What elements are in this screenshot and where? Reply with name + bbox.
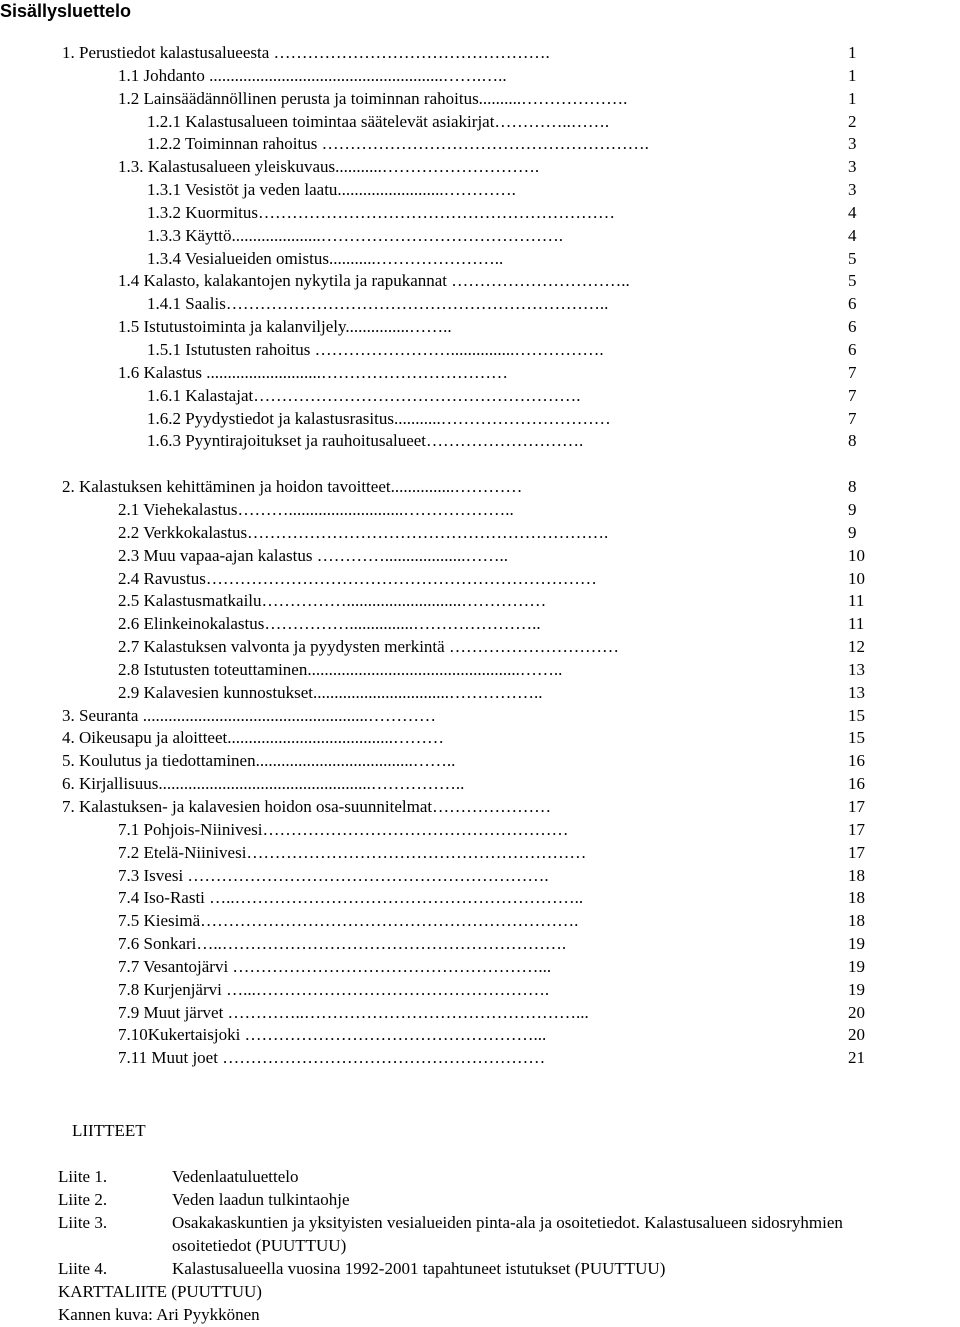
toc-entry-page: 3 (848, 157, 857, 177)
toc-entry-page: 16 (848, 751, 865, 771)
toc-entry-page: 18 (848, 911, 865, 931)
toc-entry-text: 1.6.3 Pyyntirajoitukset ja rauhoitusalueet………………………. (147, 431, 584, 451)
toc-entry-text: 6. Kirjallisuus..................................................…………….. (62, 774, 465, 794)
toc-entry-page: 1 (848, 43, 857, 62)
toc-entry-text: 7.1 Pohjois-Niinivesi……………………………………………… (118, 819, 569, 839)
toc-entry-text: 7. Kalastuksen- ja kalavesien hoidon osa-suunnitelmat………………… (62, 797, 552, 816)
toc-entry-page: 21 (848, 1048, 865, 1068)
toc-entry-text: 1.4.1 Saalis………………………………………………………….. (147, 294, 609, 314)
toc-entry[interactable] (0, 65, 960, 88)
toc-entry-text: 1.3.1 Vesistöt ja veden laatu.........................…………. (147, 180, 516, 200)
toc-entry-page: 3 (848, 134, 857, 154)
appendix-label-3: Liite 3. (58, 1213, 108, 1232)
toc-entry-text: 1.2.1 Kalastusalueen toimintaa säätelevät asiakirjat…………..……. (147, 111, 610, 131)
toc-entry-text: 7.3 Isvesi ………………………………………………………. (118, 865, 549, 885)
toc-entry-text: 1.1 Johdanto .......................................................…….….. (118, 65, 507, 85)
toc-entry[interactable] (0, 659, 960, 682)
toc-entry-text: 4. Oikeusapu ja aloitteet.......................................……… (62, 728, 444, 748)
toc-entry[interactable] (0, 499, 960, 522)
toc-entry[interactable] (0, 887, 960, 910)
toc-entry[interactable] (0, 568, 960, 591)
toc-entry-text: 1.3.3 Käyttö.....................……………………………………. (147, 225, 564, 245)
toc-entry-page: 15 (848, 705, 865, 725)
appendix-text-3: Osakakaskuntien ja yksityisten vesialueiden pinta-ala ja osoitetiedot. Kalastusalueen sidosryhmien (172, 1213, 843, 1232)
toc-entry-page: 19 (848, 934, 865, 954)
toc-entry-page: 7 (848, 362, 857, 382)
toc-entry-page: 19 (848, 956, 865, 976)
toc-entry-text: 1.6 Kalastus ...........................…………………………… (118, 362, 509, 382)
toc-entry-text: 1.3.2 Kuormitus……………………………………………………… (147, 202, 615, 222)
toc-entry[interactable] (0, 750, 960, 773)
toc-entry[interactable] (0, 705, 960, 728)
toc-entry-page: 5 (848, 271, 857, 291)
toc-entry-page: 4 (848, 225, 857, 245)
toc-entry[interactable] (0, 156, 960, 179)
appendix-text-3-cont: osoitetiedot (PUUTTUU) (172, 1236, 347, 1255)
toc-entry-text: 2.3 Muu vapaa-ajan kalastus …………...................…….. (118, 545, 508, 565)
toc-entry-page: 11 (848, 614, 865, 634)
map-appendix: KARTTALIITE (PUUTTUU) (58, 1282, 262, 1301)
toc-entry-page: 17 (848, 819, 865, 839)
toc-entry-text: 1.2 Lainsäädännöllinen perusta ja toiminnan rahoitus..........………………. (118, 88, 628, 108)
toc-entry-page: 10 (848, 568, 865, 588)
toc-entry-page: 12 (848, 637, 865, 657)
toc-entry[interactable] (0, 590, 960, 613)
toc-entry-text: 1.6.2 Pyydystiedot ja kalastusrasitus...........………………………… (147, 408, 611, 428)
toc-entry-page: 8 (848, 431, 857, 451)
toc-entry[interactable] (0, 865, 960, 888)
appendix-label-4: Liite 4. (58, 1259, 108, 1278)
toc-entry[interactable] (0, 202, 960, 225)
toc-entry-text: 2.2 Verkkokalastus………………………………………………………. (118, 522, 609, 542)
toc-entry[interactable] (0, 727, 960, 750)
toc-entry-text: 7.10Kukertaisjoki ……………………………………………... (118, 1025, 547, 1045)
toc-entry[interactable] (0, 979, 960, 1002)
toc-entry-text: 1.6.1 Kalastajat…………………………………………………. (147, 385, 581, 405)
toc-entry-text: 2.8 Istutusten toteuttaminen..................................................…….. (118, 659, 563, 679)
appendix-text-4: Kalastusalueella vuosina 1992-2001 tapahtuneet istutukset (PUUTTUU) (172, 1259, 666, 1278)
toc-entry[interactable] (0, 42, 960, 65)
toc-entry-text: 2.9 Kalavesien kunnostukset................................…………….. (118, 682, 543, 702)
toc-entry-text: 7.5 Kiesimä…………………………………………………………. (118, 911, 579, 931)
toc-entry-text: 2.4 Ravustus…………………………………………………………… (118, 568, 597, 588)
toc-entry[interactable] (0, 270, 960, 293)
toc-entry-page: 9 (848, 500, 857, 520)
appendix-text-2: Veden laadun tulkintaohje (172, 1190, 350, 1209)
toc-entry[interactable] (0, 522, 960, 545)
toc-entry[interactable] (0, 842, 960, 865)
toc-entry-page: 17 (848, 842, 865, 862)
toc-entry[interactable] (0, 88, 960, 111)
page-title: Sisällysluettelo (0, 1, 132, 21)
toc-entry[interactable] (0, 636, 960, 659)
toc-entry[interactable] (0, 682, 960, 705)
toc-entry-text: 2.1 Viehekalastus………...........................……………….. (118, 500, 514, 520)
toc-entry-text: 2.5 Kalastusmatkailu……………...........................…………… (118, 591, 547, 611)
toc-entry[interactable] (0, 1002, 960, 1025)
toc-entry-page: 15 (848, 728, 865, 748)
toc-entry-page: 7 (848, 408, 857, 428)
toc-entry-page: 1 (848, 65, 857, 85)
toc-entry[interactable] (0, 796, 960, 819)
table-of-contents (0, 42, 960, 1070)
toc-gap (0, 453, 960, 476)
toc-entry-page: 20 (848, 1002, 865, 1022)
toc-entry[interactable] (0, 408, 960, 431)
toc-entry-page: 7 (848, 385, 857, 405)
appendix-label-2: Liite 2. (58, 1190, 108, 1209)
toc-entry-text: 7.4 Iso-Rasti …..…………………………………………………….. (118, 888, 584, 908)
toc-entry-text: 7.11 Muut joet ………………………………………………… (118, 1048, 546, 1068)
toc-entry[interactable] (0, 385, 960, 408)
toc-entry[interactable] (0, 773, 960, 796)
toc-entry[interactable] (0, 819, 960, 842)
toc-entry-page: 11 (848, 591, 865, 611)
toc-entry-text: 2. Kalastuksen kehittäminen ja hoidon tavoitteet...............………… (62, 477, 523, 497)
toc-entry[interactable] (0, 956, 960, 979)
toc-entry-page: 2 (848, 111, 857, 131)
toc-entry-page: 6 (848, 294, 857, 314)
toc-entry[interactable] (0, 910, 960, 933)
toc-entry-page: 3 (848, 180, 857, 200)
toc-entry[interactable] (0, 225, 960, 248)
toc-entry-text: 1.3. Kalastusalueen yleiskuvaus...........………………………. (118, 157, 540, 177)
toc-entry[interactable] (0, 111, 960, 134)
toc-entry-text: 1.5.1 Istutusten rahoitus ……………………...............……………. (147, 339, 604, 359)
toc-entry-text: 7.7 Vesantojärvi ………………………………………………... (118, 956, 552, 976)
toc-entry[interactable] (0, 339, 960, 362)
appendix-text-1: Vedenlaatuluettelo (172, 1167, 299, 1186)
toc-entry-text: 1.4 Kalasto, kalakantojen nykytila ja rapukannat ………………………….. (118, 271, 630, 291)
toc-entry[interactable] (0, 933, 960, 956)
toc-entry-text: 1.3.4 Vesialueiden omistus...........………………….. (147, 248, 504, 268)
toc-entry[interactable] (0, 430, 960, 453)
toc-entry[interactable] (0, 1024, 960, 1047)
toc-entry-page: 18 (848, 888, 865, 908)
toc-entry-text: 7.8 Kurjenjärvi …...……………………………………………. (118, 979, 550, 999)
toc-entry[interactable] (0, 179, 960, 202)
toc-entry-page: 6 (848, 317, 857, 337)
toc-entry[interactable] (0, 248, 960, 271)
toc-entry[interactable] (0, 545, 960, 568)
toc-entry-text: 7.9 Muut järvet …………..…………………………………………... (118, 1002, 589, 1022)
toc-entry-page: 4 (848, 202, 857, 222)
toc-entry-page: 13 (848, 659, 865, 679)
toc-entry-text: 7.2 Etelä-Niinivesi…………………………………………………… (118, 842, 587, 862)
cover-credit: Kannen kuva: Ari Pyykkönen (58, 1305, 260, 1324)
toc-entry-text: 1.2.2 Toiminnan rahoitus …………………………………………………. (147, 134, 649, 154)
toc-entry-page: 10 (848, 545, 865, 565)
toc-entry-page: 19 (848, 979, 865, 999)
toc-entry-text: 5. Koulutus ja tiedottaminen.....................................…….. (62, 751, 456, 771)
toc-entry[interactable] (0, 316, 960, 339)
toc-entry-page: 16 (848, 774, 865, 794)
toc-entry-page: 9 (848, 522, 857, 542)
appendix-label-1: Liite 1. (58, 1167, 108, 1186)
toc-entry[interactable] (0, 613, 960, 636)
toc-entry[interactable] (0, 476, 960, 499)
toc-entry-page: 6 (848, 339, 857, 359)
toc-entry-page: 17 (848, 797, 865, 816)
appendix-title: LIITTEET (72, 1121, 146, 1140)
toc-entry-text: 2.6 Elinkeinokalastus……………...............………………….. (118, 614, 541, 634)
toc-entry[interactable] (0, 133, 960, 156)
toc-entry-text: 7.6 Sonkari…..……………………………………………………. (118, 934, 567, 954)
toc-entry-page: 1 (848, 88, 857, 108)
toc-entry-text: 2.7 Kalastuksen valvonta ja pyydysten merkintä ………………………… (118, 637, 619, 657)
toc-entry[interactable] (0, 1047, 960, 1070)
toc-entry-text: 1. Perustiedot kalastusalueesta …………………………………………. (62, 43, 550, 62)
toc-entry-page: 8 (848, 477, 857, 497)
toc-entry-text: 3. Seuranta .....................................................………… (62, 705, 436, 725)
toc-entry[interactable] (0, 362, 960, 385)
toc-entry-page: 18 (848, 865, 865, 885)
toc-entry-page: 5 (848, 248, 857, 268)
toc-entry-page: 20 (848, 1025, 865, 1045)
toc-entry-text: 1.5 Istutustoiminta ja kalanviljely...............…….. (118, 317, 452, 337)
toc-entry-page: 13 (848, 682, 865, 702)
toc-entry[interactable] (0, 293, 960, 316)
